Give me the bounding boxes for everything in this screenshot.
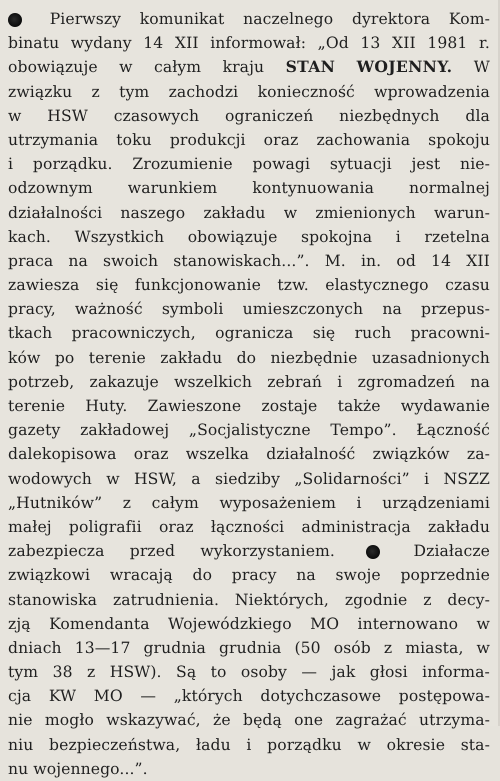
article-word: oraz [263, 130, 299, 149]
article-word: kontynuowania [252, 179, 375, 198]
article-line [8, 321, 490, 345]
article-word: pracy [231, 566, 277, 585]
article-word: że [213, 711, 231, 730]
article-word: 13 [360, 34, 381, 53]
article-word: bezpieczeństwa, [49, 735, 181, 754]
article-word: konieczność [257, 82, 355, 101]
article-word: — [301, 663, 318, 682]
article-word: i [395, 227, 401, 246]
article-line [8, 225, 490, 249]
article-word: swoich [103, 251, 159, 270]
article-word: Tempo”. [330, 421, 397, 440]
article-word: zakazuje [89, 372, 159, 391]
article-word: MO [310, 614, 340, 633]
article-word: Łączność [416, 421, 490, 440]
article-line [8, 128, 490, 152]
article-word: pracowniczych, [71, 324, 196, 343]
article-word: czasu [445, 276, 490, 295]
article-word: nie- [460, 155, 490, 174]
article-line [8, 588, 490, 612]
article-word: administracja [301, 517, 411, 536]
article-word: nu [8, 759, 29, 778]
article-word: w [357, 735, 371, 754]
article-word: NSZZ [443, 469, 490, 488]
article-word: zatrudnienia. [112, 590, 220, 609]
article-word: 14 [143, 34, 164, 53]
article-word: sytuacji [329, 155, 392, 174]
article-word: wszelkich [174, 372, 253, 391]
article-line [8, 442, 490, 466]
article-line [8, 612, 490, 636]
article-word: wodowych [8, 469, 92, 488]
article-word: in. [360, 251, 382, 270]
article-word: przed [129, 542, 176, 561]
article-word: warun- [433, 203, 490, 222]
article-word: ogranicza [215, 324, 294, 343]
article-word: obowiązuje [8, 58, 98, 77]
article-word: toku [116, 130, 152, 149]
article-word: symboli [161, 300, 224, 319]
article-word: Są [176, 663, 197, 682]
article-word: pracy, [8, 300, 56, 319]
article-word: w [476, 614, 490, 633]
article-line [8, 370, 490, 394]
article-word: XII [392, 34, 416, 53]
article-word: z [87, 663, 96, 682]
article-word: i [356, 493, 362, 512]
article-word: ograniczeń [224, 106, 314, 125]
article-word: WOJENNY. [356, 57, 453, 77]
article-word: do [236, 348, 257, 367]
article-word: wprowadzenia [374, 82, 490, 101]
article-word: osoby [240, 663, 287, 682]
article-word: urządzeniami [382, 493, 490, 512]
article-word: Niektórych, [234, 590, 329, 609]
article-word: zostaje [261, 397, 318, 415]
article-word: osób [333, 638, 371, 657]
paragraph-bullet-icon [8, 13, 22, 27]
article-word: w [8, 106, 22, 125]
article-word: łączności [210, 517, 285, 536]
article-word: związku [8, 82, 73, 101]
article-word: binatu [8, 34, 60, 53]
article-word: związków [372, 445, 450, 464]
article-word: warunkiem [127, 179, 218, 198]
article-word: spokoju [428, 130, 490, 149]
article-word: w [119, 58, 133, 77]
article-word: zakładu [427, 517, 490, 536]
article-word: 14 [431, 251, 452, 270]
article-word: poprzednie [400, 566, 490, 585]
article-word: informa- [422, 663, 490, 682]
article-line [8, 757, 490, 781]
article-word: swoje [335, 566, 381, 585]
article-word: do [192, 566, 213, 585]
article-word: STAN [285, 57, 336, 77]
article-word: zebrań [267, 372, 323, 391]
article-line [8, 104, 490, 128]
article-word: małej [8, 517, 52, 536]
paragraph-bullet-icon [366, 545, 380, 559]
article-line [8, 636, 490, 660]
article-word: w [476, 638, 490, 657]
article-word: także [337, 397, 381, 415]
article-word: Huty. [85, 397, 128, 415]
article-word: się [312, 324, 336, 343]
article-word: normalnej [409, 179, 490, 198]
article-word: XII [466, 251, 490, 270]
article-line [8, 515, 490, 539]
article-word: praca [8, 251, 54, 270]
article-word: stanowiska [8, 590, 98, 609]
article-word: zachowania [316, 130, 411, 149]
article-word: Kom- [448, 10, 490, 28]
article-word: oraz [133, 445, 169, 464]
article-word: całym [151, 493, 199, 512]
article-line [8, 394, 490, 418]
article-word: zgodnie [344, 590, 408, 609]
article-word: wszelka [185, 445, 250, 464]
article-word: jest [411, 155, 441, 174]
article-word: wykorzystaniem. [200, 542, 335, 561]
article-word: ruch [354, 324, 392, 343]
article-line [8, 708, 490, 732]
article-word: wydany [70, 34, 132, 53]
article-word: M. [324, 251, 346, 270]
article-word: zgromadzeń [357, 372, 456, 391]
article-word: funkcjonowanie [134, 276, 261, 295]
article-word: one [294, 711, 324, 730]
article-word: XII [174, 34, 199, 53]
article-word: zakładowej [80, 421, 170, 440]
article-word: 13—17 [74, 638, 131, 657]
article-word: na [382, 300, 402, 319]
article-word: i [246, 735, 252, 754]
article-word: miasta, [405, 638, 464, 657]
article-line [8, 346, 490, 370]
article-word: „Od [317, 34, 349, 53]
article-word: umieszczonych [242, 300, 364, 319]
article-word: Wszystkich [74, 227, 165, 246]
article-word: MO [93, 687, 123, 706]
article-line [8, 563, 490, 587]
article-word: HSW). [109, 663, 162, 682]
article-word: gazety [8, 421, 61, 440]
article-word: przepus- [421, 300, 490, 319]
article-word: poligrafii [68, 517, 142, 536]
article-word: głosi [369, 663, 408, 682]
article-word: decy- [447, 590, 490, 609]
article-word: to [210, 663, 227, 682]
article-word: czasowych [113, 106, 200, 125]
article-word: i [424, 469, 430, 488]
article-word: tym [8, 663, 39, 682]
article-word: uzasadnionych [371, 348, 490, 367]
article-word: zmienionych [315, 203, 416, 222]
article-word: „Hutników” [8, 493, 103, 512]
article-word: naszego [120, 203, 186, 222]
article-word: od [396, 251, 416, 270]
article-word: po [54, 348, 75, 367]
article-line [8, 733, 490, 757]
article-word: Pierwszy [49, 10, 122, 28]
article-word: z [122, 493, 132, 512]
article-word: Zrozumienie [132, 155, 233, 174]
article-word: — [140, 687, 157, 706]
article-word: na [296, 566, 316, 585]
article-word: grudnia [218, 638, 282, 657]
article-word: zachodzi [168, 82, 239, 101]
article-word: zakładu [160, 348, 223, 367]
article-line [8, 273, 490, 297]
article-word: nie [8, 711, 33, 730]
article-word: 1981 [427, 34, 468, 53]
article-word: mogło [44, 711, 94, 730]
article-word: „Solidarności” [294, 469, 410, 488]
article-word: i [337, 372, 343, 391]
article-word: wojennego...”. [33, 759, 148, 778]
article-word: HSW [47, 106, 88, 125]
article-word: Wojewódzkiego [168, 614, 292, 633]
article-word: wskazywać, [106, 711, 201, 730]
article-word: tym [119, 82, 150, 101]
article-word: związkowi [8, 566, 91, 585]
article-line [8, 491, 490, 515]
article-word: KW [48, 687, 77, 706]
article-word: powagi [252, 155, 311, 174]
article-word: zakładu [203, 203, 266, 222]
article-line [8, 297, 490, 321]
article-word: Komendanta [49, 614, 150, 633]
article-word: będą [242, 711, 282, 730]
article-word: elastycznego [325, 276, 429, 295]
article-word: odzownym [8, 179, 93, 198]
article-word: w [106, 469, 120, 488]
article-line [8, 684, 490, 708]
article-word: Działacze [413, 542, 490, 561]
article-word: r. [479, 34, 490, 53]
article-line [8, 31, 490, 55]
article-word: wydawanie [400, 397, 490, 415]
article-word: rzetelna [424, 227, 490, 246]
article-line [8, 152, 490, 176]
article-word: zabezpiecza [8, 542, 105, 561]
article-word: postępowa- [398, 687, 490, 706]
article-word: HSW, [133, 469, 177, 488]
article-word: siedziby [215, 469, 281, 488]
article-word: okresie [386, 735, 446, 754]
article-word: kraju [222, 58, 265, 77]
article-word: porządku [267, 735, 342, 754]
article-word: obowiązuje [187, 227, 278, 246]
article-word: komunikat [139, 10, 225, 28]
article-word: za- [466, 445, 490, 464]
article-word: grudnia [143, 638, 206, 657]
article-line [8, 660, 490, 684]
article-word: z [91, 82, 100, 101]
article-word: cja [8, 687, 32, 706]
article-word: tkach [8, 324, 53, 343]
article-word: działalności [8, 203, 103, 222]
article-word: z [423, 590, 432, 609]
article-word: informował: [210, 34, 307, 53]
article-word: tzw. [277, 276, 309, 295]
article-word: dla [465, 106, 490, 125]
article-text [8, 7, 490, 781]
article-word: „Socjalistyczne [188, 421, 311, 440]
article-line [8, 418, 490, 442]
article-word: się [95, 276, 119, 295]
article-word: dalekopisowa [8, 445, 117, 464]
article-word: ważność [74, 300, 143, 319]
article-word: kach. [8, 227, 51, 246]
article-word: sta- [460, 735, 490, 754]
article-line [8, 176, 490, 200]
article-word: W [473, 58, 490, 77]
article-word: dyrektora [351, 10, 431, 28]
article-word: i [8, 155, 14, 174]
article-line [8, 7, 490, 31]
article-word: ków [8, 348, 41, 367]
article-word: naczelnego [243, 10, 334, 28]
article-word: zawiesza [8, 276, 80, 295]
article-line [8, 201, 490, 225]
article-word: jak [331, 663, 356, 682]
article-word: porządku. [32, 155, 113, 174]
article-word: produkcji [169, 130, 246, 149]
article-word: stanowiskach...”. [173, 251, 310, 270]
article-word: na [470, 372, 490, 391]
article-word: dotychczasowe [260, 687, 382, 706]
article-word: zją [8, 614, 31, 633]
article-word: niu [8, 735, 34, 754]
article-word: utrzymania [8, 130, 99, 149]
article-line [8, 80, 490, 104]
article-line [8, 249, 490, 273]
article-word: 38 [52, 663, 73, 682]
article-word: zagrażać [335, 711, 407, 730]
article-word: ładu [195, 735, 231, 754]
article-word: działalność [266, 445, 356, 464]
article-line [8, 55, 490, 79]
article-word: utrzyma- [419, 711, 490, 730]
article-word: oraz [158, 517, 194, 536]
article-word: „których [173, 687, 243, 706]
article-word: niezbędnych [339, 106, 440, 125]
article-word: terenie [88, 348, 146, 367]
article-word: terenie [8, 397, 66, 415]
article-line [8, 467, 490, 491]
article-word: internowano [357, 614, 459, 633]
article-word: a [191, 469, 201, 488]
article-word: wyposażeniem [219, 493, 336, 512]
article-word: na [68, 251, 88, 270]
article-word: niezbędnie [270, 348, 358, 367]
article-word: pracowni- [410, 324, 490, 343]
article-word: wracają [109, 566, 173, 585]
article-word: Zawieszone [147, 397, 242, 415]
article-word: z [383, 638, 393, 657]
article-word: dniach [8, 638, 62, 657]
article-word: potrzeb, [8, 372, 75, 391]
article-word: w [283, 203, 298, 222]
article-word: (50 [294, 638, 321, 657]
article-word: całym [153, 58, 202, 77]
article-word: spokojna [300, 227, 373, 246]
article-line [8, 539, 490, 563]
